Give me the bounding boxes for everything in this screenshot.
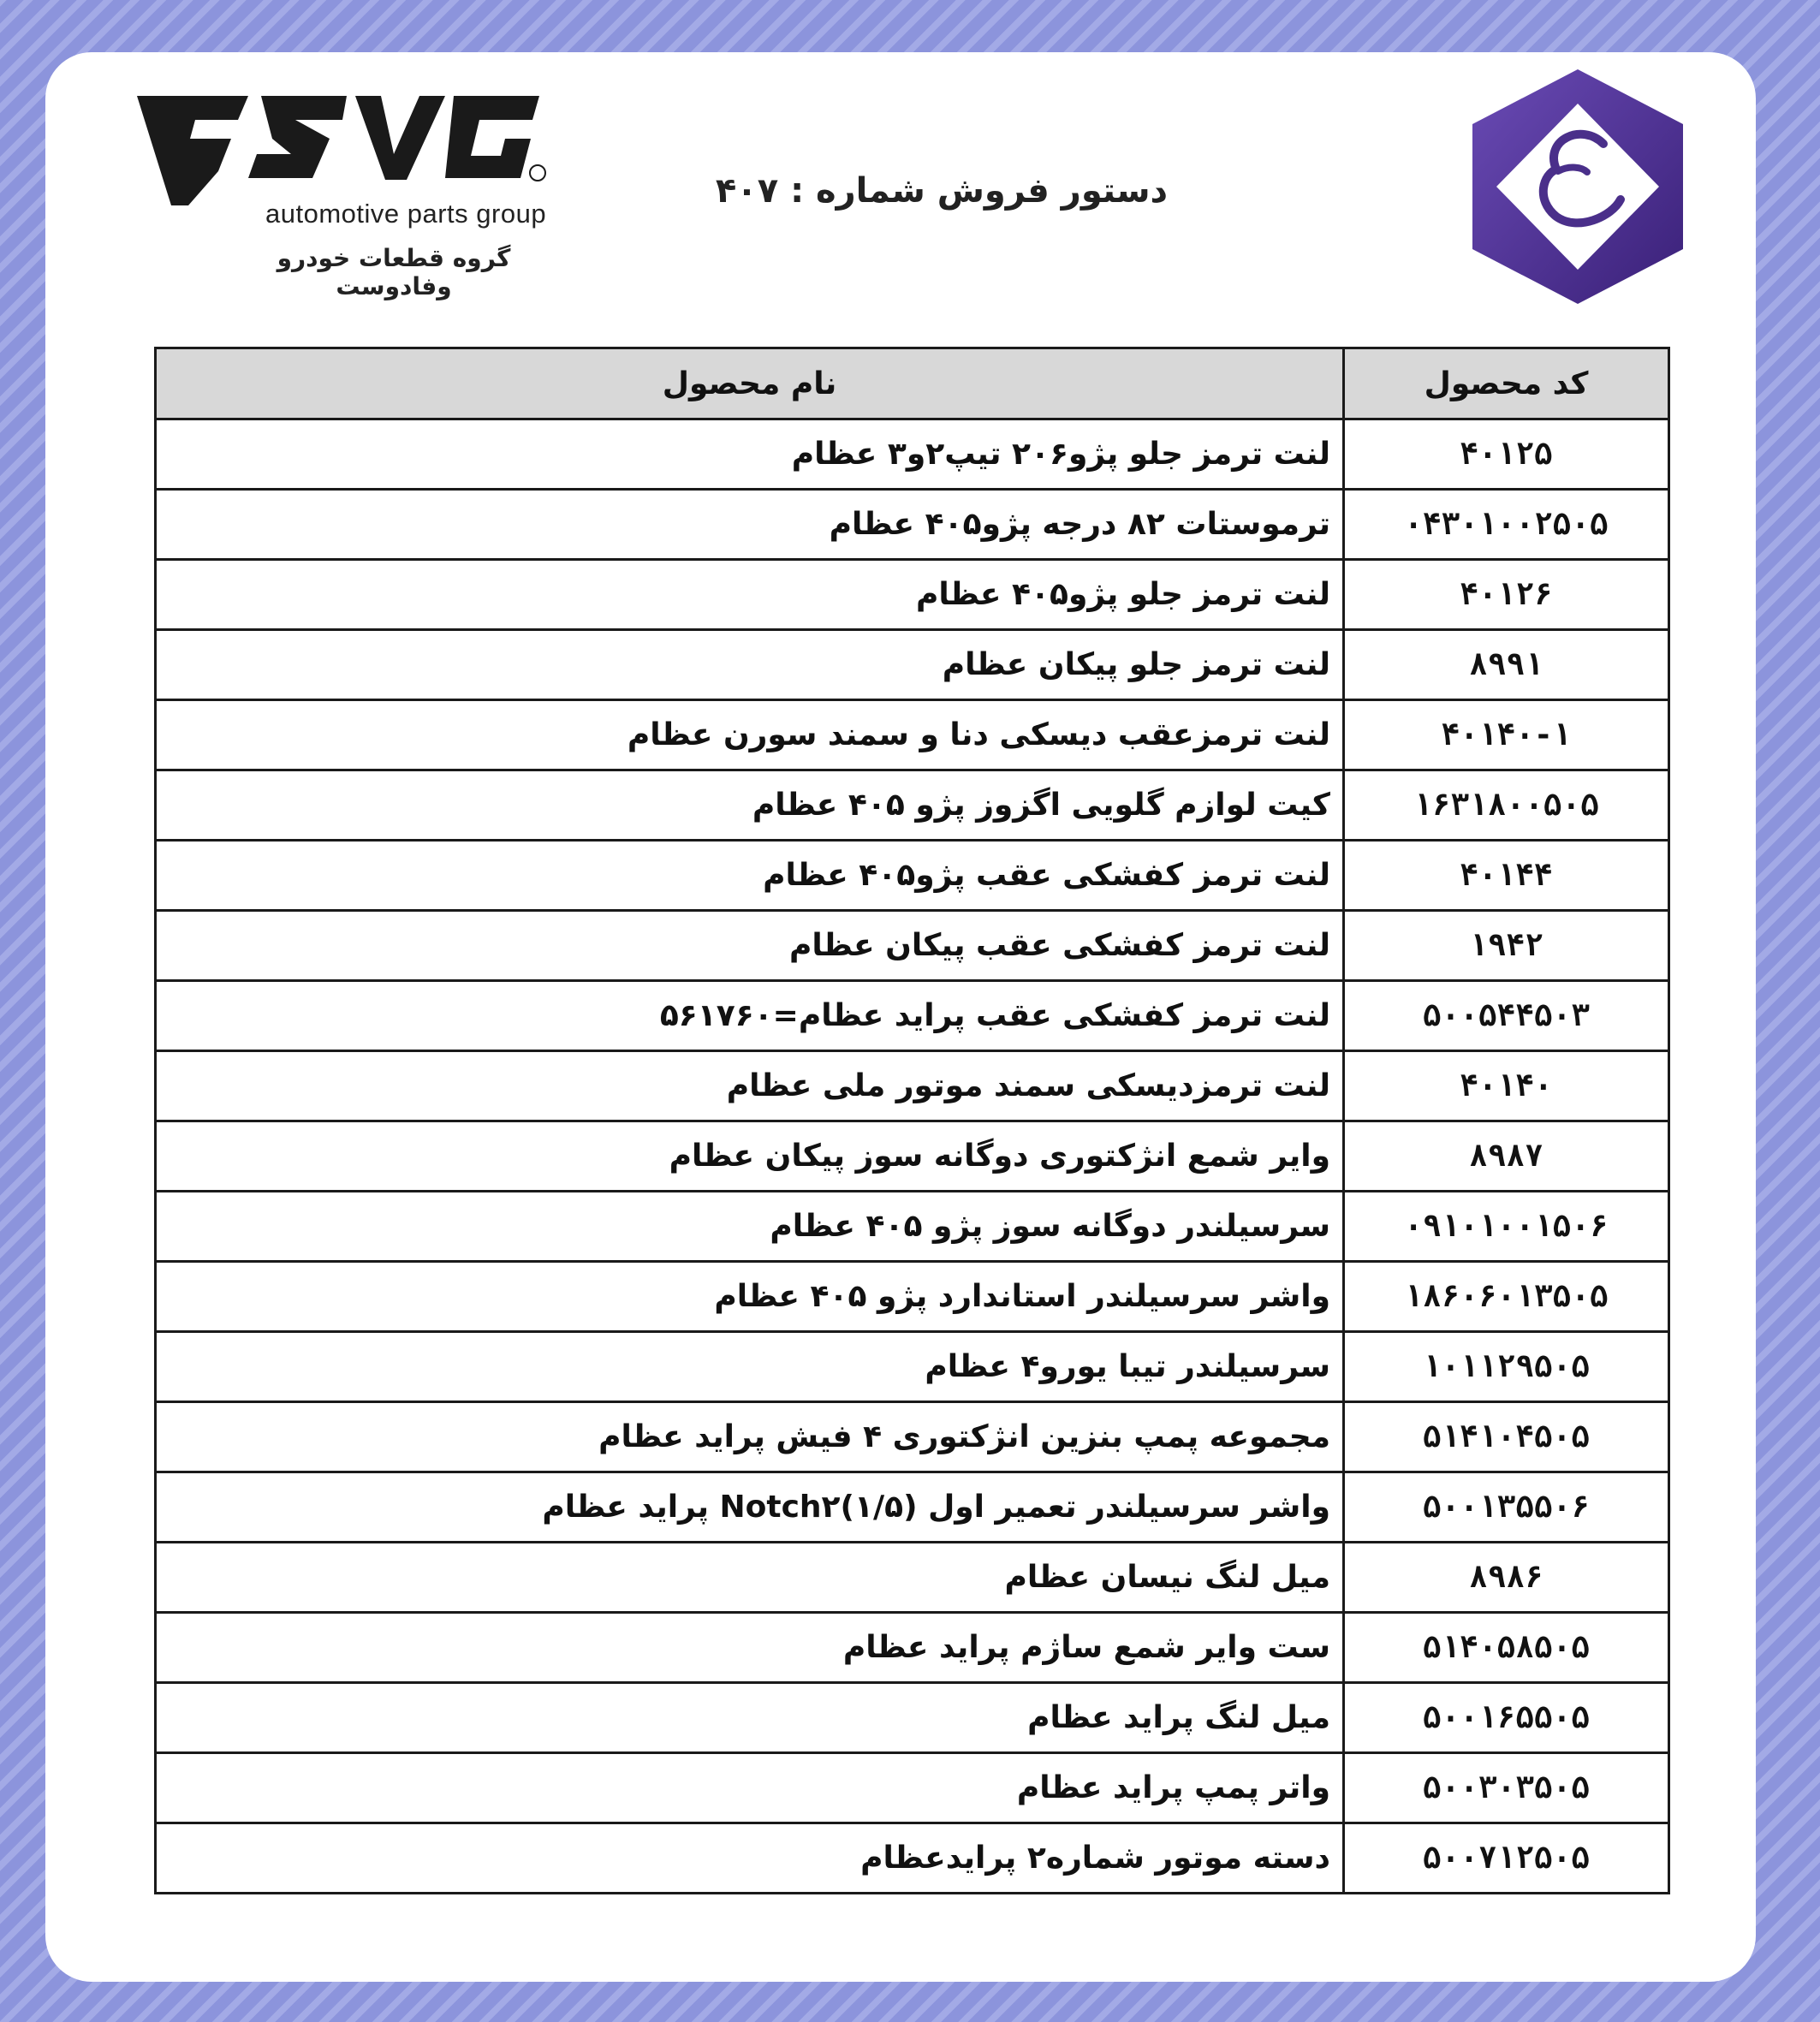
product-code: ۴۰۱۴۴ (1344, 841, 1669, 911)
table-row (156, 630, 1669, 700)
product-code: ۴۰۱۲۵ (1344, 419, 1669, 490)
product-name: دسته موتور شماره۲ پرایدعظام (156, 1823, 1344, 1894)
product-code: ۱۸۶۰۶۰۱۳۵۰۵ (1344, 1262, 1669, 1332)
table-row (156, 1262, 1669, 1332)
product-code: ۱۹۴۲ (1344, 911, 1669, 981)
product-name: لنت ترمز کفشکی عقب پیکان عظام (156, 911, 1344, 981)
product-code: ۴۰۱۴۰ (1344, 1051, 1669, 1121)
page-title: دستور فروش شماره : ۴۰۷ (715, 171, 1169, 211)
product-name: واشر سرسیلندر استاندارد پژو ۴۰۵ عظام (156, 1262, 1344, 1332)
product-name: میل لنگ پراید عظام (156, 1683, 1344, 1753)
table-row (156, 1402, 1669, 1472)
product-name: ست وایر شمع ساژم پراید عظام (156, 1613, 1344, 1683)
gsvg-logo (137, 94, 565, 300)
product-name: لنت ترمز جلو پیکان عظام (156, 630, 1344, 700)
product-code: ۸۹۹۱ (1344, 630, 1669, 700)
product-name: لنت ترمز کفشکی عقب پژو۴۰۵ عظام (156, 841, 1344, 911)
product-name: مجموعه پمپ بنزین انژکتوری ۴ فیش پراید عظام (156, 1402, 1344, 1472)
product-code: ۵۰۰۵۴۴۵۰۳ (1344, 981, 1669, 1051)
name-column-header: نام محصول (156, 348, 1344, 419)
table-row (156, 911, 1669, 981)
product-code: ۰۴۳۰۱۰۰۲۵۰۵ (1344, 490, 1669, 560)
product-code: ۴۰۱۴۰-۱ (1344, 700, 1669, 770)
table-row (156, 1051, 1669, 1121)
product-code: ۵۱۴۰۵۸۵۰۵ (1344, 1613, 1669, 1683)
table-row (156, 1613, 1669, 1683)
brand-tagline-fa: گروه قطعات خودرو وفادوست (277, 244, 511, 300)
table-row (156, 1753, 1669, 1823)
product-name: سرسیلندر تیبا یورو۴ عظام (156, 1332, 1344, 1402)
product-name: سرسیلندر دوگانه سوز پژو ۴۰۵ عظام (156, 1192, 1344, 1262)
product-code: ۸۹۸۷ (1344, 1121, 1669, 1192)
product-name: لنت ترمزعقب دیسکی دنا و سمند سورن عظام (156, 700, 1344, 770)
product-name: ترموستات ۸۲ درجه پژو۴۰۵ عظام (156, 490, 1344, 560)
product-code: ۵۱۴۱۰۴۵۰۵ (1344, 1402, 1669, 1472)
table-row (156, 770, 1669, 841)
product-code: ۵۰۰۱۶۵۵۰۵ (1344, 1683, 1669, 1753)
gsvg-wordmark-icon (137, 94, 548, 205)
products-table (154, 347, 1670, 1894)
product-name: وایر شمع انژکتوری دوگانه سوز پیکان عظام (156, 1121, 1344, 1192)
table-row (156, 700, 1669, 770)
table-row (156, 981, 1669, 1051)
product-code: ۴۰۱۲۶ (1344, 560, 1669, 630)
table-row (156, 490, 1669, 560)
table-row (156, 1192, 1669, 1262)
product-name: لنت ترمز جلو پژو۴۰۵ عظام (156, 560, 1344, 630)
product-name: کیت لوازم گلویی اگزوز پژو ۴۰۵ عظام (156, 770, 1344, 841)
product-code: ۵۰۰۱۳۵۵۰۶ (1344, 1472, 1669, 1543)
product-code: ۰۹۱۰۱۰۰۱۵۰۶ (1344, 1192, 1669, 1262)
table-row (156, 419, 1669, 490)
product-code: ۵۰۰۳۰۳۵۰۵ (1344, 1753, 1669, 1823)
table-row (156, 841, 1669, 911)
product-name: لنت ترمز جلو پژو۲۰۶ تیپ۲و۳ عظام (156, 419, 1344, 490)
product-code: ۱۰۱۱۲۹۵۰۵ (1344, 1332, 1669, 1402)
e-hexagon-logo (1462, 62, 1693, 311)
product-code: ۸۹۸۶ (1344, 1543, 1669, 1613)
table-row (156, 1543, 1669, 1613)
product-name: لنت ترمزدیسکی سمند موتور ملی عظام (156, 1051, 1344, 1121)
product-name: میل لنگ نیسان عظام (156, 1543, 1344, 1613)
code-column-header: کد محصول (1344, 348, 1669, 419)
table-row (156, 560, 1669, 630)
e-letter-icon (1462, 62, 1693, 311)
product-code: ۱۶۳۱۸۰۰۵۰۵ (1344, 770, 1669, 841)
table-row (156, 1683, 1669, 1753)
product-name: واتر پمپ پراید عظام (156, 1753, 1344, 1823)
product-name: واشر سرسیلندر تعمیر اول (۱/۵)Notch۲ پراید عظام (156, 1472, 1344, 1543)
table-row (156, 1823, 1669, 1894)
brand-tagline: automotive parts group (265, 199, 547, 229)
table-row (156, 1332, 1669, 1402)
table-row (156, 1121, 1669, 1192)
product-code: ۵۰۰۷۱۲۵۰۵ (1344, 1823, 1669, 1894)
table-row (156, 1472, 1669, 1543)
table-header-row (156, 348, 1669, 419)
product-name: لنت ترمز کفشکی عقب پراید عظام=۵۶۱۷۶۰ (156, 981, 1344, 1051)
